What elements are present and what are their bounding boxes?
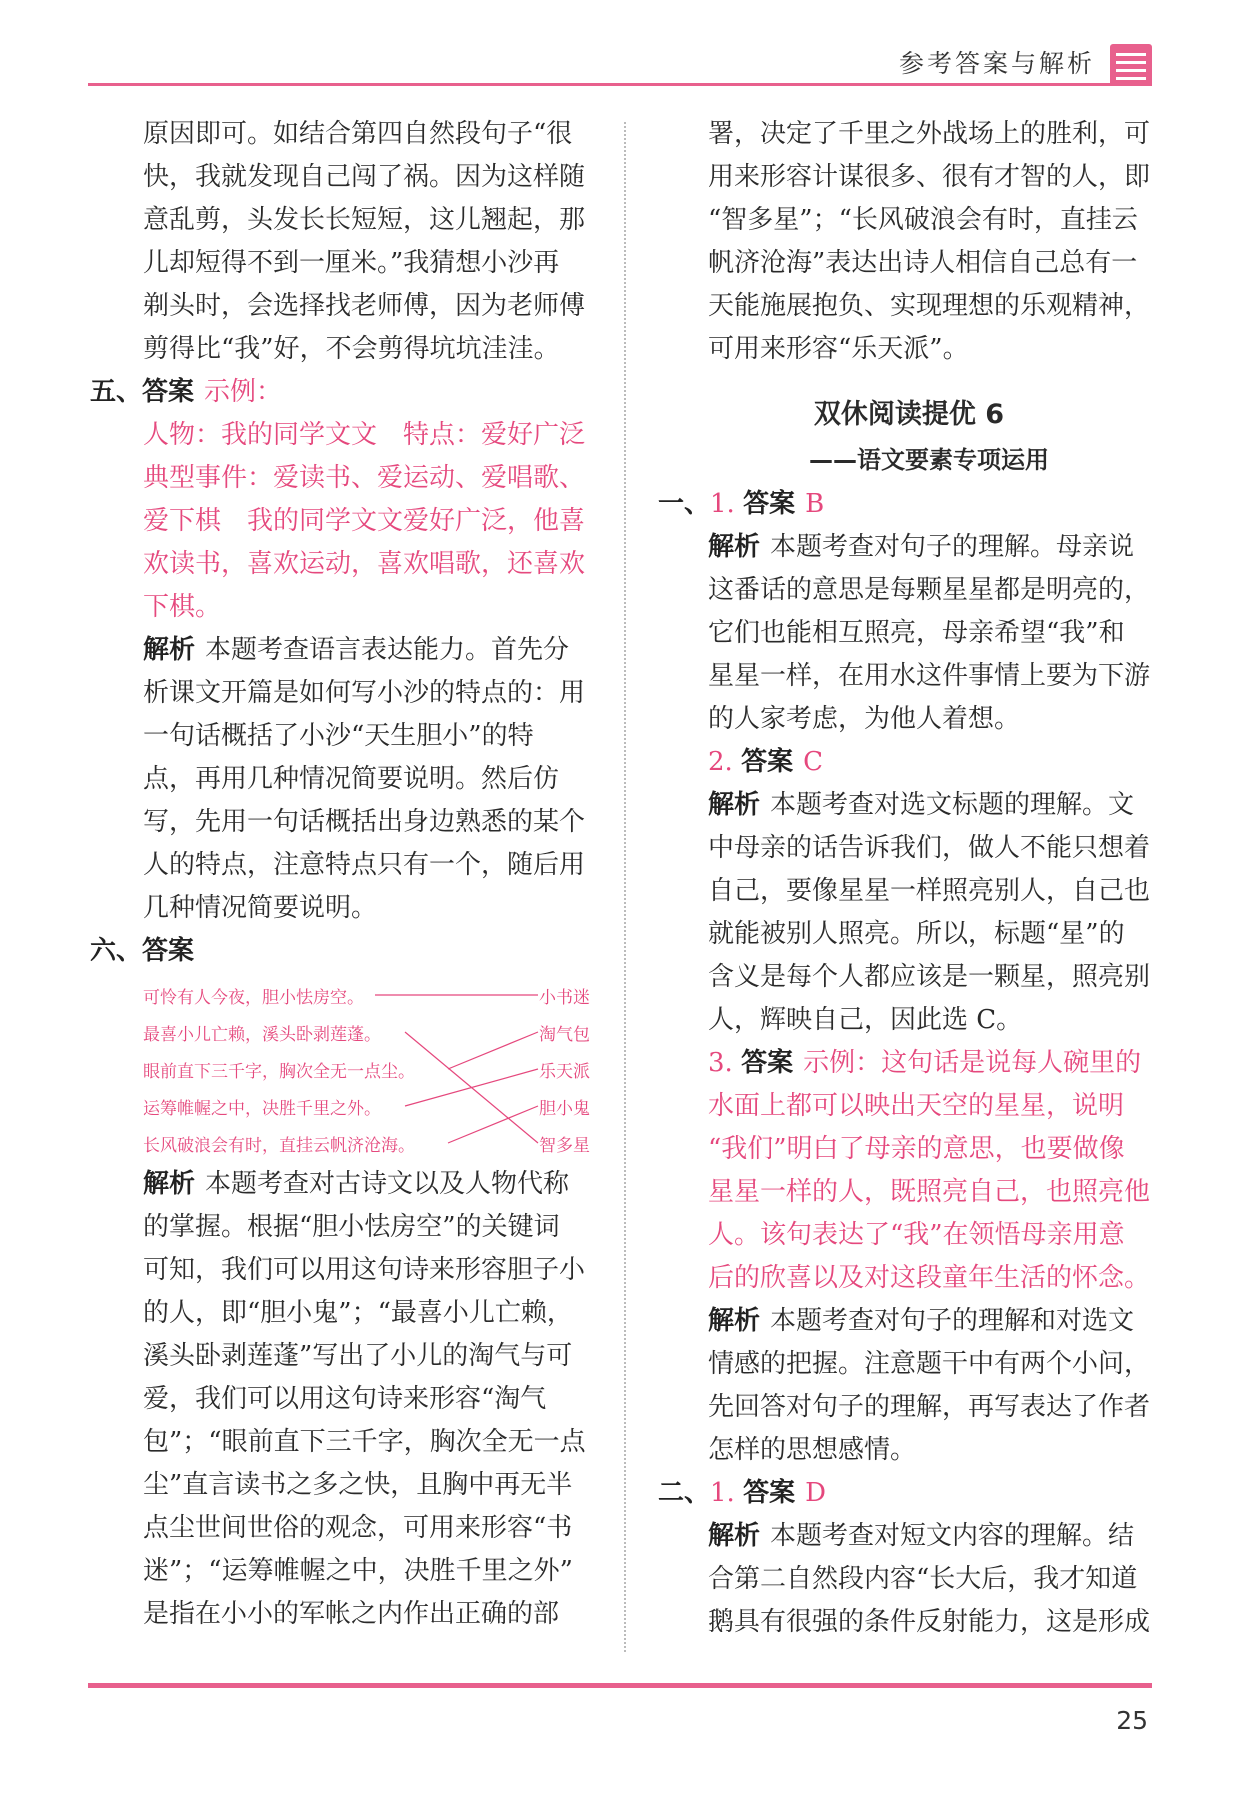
q5-heading [90, 371, 590, 414]
answer-line: 人。该句表达了“我”在领悟母亲用意 [708, 1220, 1125, 1250]
answer-tag: 答案 [142, 377, 195, 407]
answer-tag: 答案 [743, 1478, 796, 1508]
analysis-tag: 解析 [708, 1306, 761, 1336]
text-line: 鹅具有很强的条件反射能力，这是形成 [708, 1607, 1151, 1637]
column-divider [624, 122, 626, 1652]
left-column [90, 113, 590, 1636]
text-span: 本题考查对古诗文以及人物代称 [205, 1169, 570, 1199]
text-line: 合第二自然段内容“长大后，我才知道 [708, 1564, 1138, 1594]
header-divider [88, 83, 1152, 86]
text-line: 点，再用几种情况简要说明。然后仿 [143, 764, 560, 794]
right-column [658, 113, 1160, 1644]
answer-line: 欢读书，喜欢运动，喜欢唱歌，还喜欢 [143, 549, 586, 579]
s2-q1-analysis [658, 1515, 1160, 1644]
s1-q1-analysis [658, 526, 1160, 741]
text-line: 的人，即“胆小鬼”；“最喜小儿亡赖， [143, 1298, 573, 1328]
text-line: 就能被别人照亮。所以，标题“星”的 [708, 919, 1125, 949]
answer-value: C [803, 747, 823, 777]
text-span: 本题考查对句子的理解。母亲说 [770, 532, 1135, 562]
text-line: 可知，我们可以用这句诗来形容胆子小 [143, 1255, 586, 1285]
text-line: 快，我就发现自己闯了祸。因为这样随 [143, 162, 586, 192]
text-line: 剃头时，会选择找老师傅，因为老师傅 [143, 291, 586, 321]
answer-tag: 答案 [741, 747, 794, 777]
text-line: 这番话的意思是每颗星星都是明亮的， [708, 575, 1151, 605]
answer-line: 星星一样的人，既照亮自己，也照亮他 [708, 1177, 1151, 1207]
q-number: 2. [708, 747, 733, 777]
match-right-item: 小书迷 [539, 988, 590, 1008]
text-line: 情感的把握。注意题干中有两个小问， [708, 1349, 1151, 1379]
text-line: 它们也能相互照亮，母亲希望“我”和 [708, 618, 1125, 648]
text-span: 本题考查对短文内容的理解。结 [770, 1521, 1135, 1551]
answer-line: 水面上都可以映出天空的星星，说明 [708, 1091, 1125, 1121]
match-left-item: 最喜小儿亡赖，溪头卧剥莲蓬。 [143, 1025, 381, 1045]
text-line: 剪得比“我”好，不会剪得坑坑洼洼。 [143, 334, 560, 364]
text-line: 几种情况简要说明。 [143, 893, 378, 923]
q5-number: 五、 [90, 377, 143, 407]
q6-number: 六、 [90, 936, 143, 966]
text-line: 人，辉映自己，因此选 C。 [708, 1005, 1023, 1035]
match-left-item: 运筹帷幄之中，决胜千里之外。 [143, 1099, 381, 1119]
q6-heading [90, 930, 590, 973]
text-line: 一句话概括了小沙“天生胆小”的特 [143, 721, 534, 751]
q-number: 3. [708, 1048, 733, 1078]
match-right-item: 胆小鬼 [539, 1099, 590, 1119]
text-line: 自己，要像星星一样照亮别人，自己也 [708, 876, 1151, 906]
s2-number: 二、 [658, 1478, 711, 1508]
text-line: 星星一样，在用水这件事情上要为下游 [708, 661, 1151, 691]
text-line: 爱，我们可以用这句诗来形容“淘气 [143, 1384, 547, 1414]
answer-tag: 答案 [142, 936, 195, 966]
s1-q2-heading [658, 741, 1160, 784]
text-span: 本题考查对选文标题的理解。文 [770, 790, 1135, 820]
text-line: 用来形容计谋很多、很有才智的人，即 [708, 162, 1151, 192]
match-left-item: 长风破浪会有时，直挂云帆济沧海。 [143, 1136, 415, 1156]
s1-q1-heading [658, 483, 1160, 526]
analysis-tag: 解析 [708, 790, 761, 820]
header-title: 参考答案与解析 [898, 49, 1095, 78]
q6-analysis-continued [658, 113, 1160, 371]
answer-value: B [805, 489, 825, 519]
answer-line: 典型事件：爱读书、爱运动、爱唱歌、 [143, 463, 586, 493]
q-number: 1. [710, 489, 735, 519]
footer-divider [88, 1683, 1152, 1688]
text-line: 先回答对句子的理解，再写表达了作者 [708, 1392, 1151, 1422]
analysis-tag: 解析 [143, 1169, 196, 1199]
match-right-item: 智多星 [539, 1136, 590, 1156]
match-line-3 [448, 1032, 538, 1069]
answer-line: 后的欣喜以及对这段童年生活的怀念。 [708, 1263, 1151, 1293]
q-number: 1. [710, 1478, 735, 1508]
match-right-item: 淘气包 [539, 1025, 590, 1045]
text-line [708, 1515, 1160, 1558]
answer-line: “我们”明白了母亲的意思，也要做像 [708, 1134, 1125, 1164]
match-right-item: 乐天派 [539, 1062, 590, 1082]
text-line [143, 1163, 590, 1206]
text-line: 析课文开篇是如何写小沙的特点的：用 [143, 678, 586, 708]
text-line [708, 784, 1160, 827]
text-line: 的人家考虑，为他人着想。 [708, 704, 1021, 734]
q4-analysis-continued [90, 113, 590, 371]
answer-line: 示例：这句话是说每人碗里的 [803, 1048, 1142, 1078]
q6-analysis [90, 1163, 590, 1636]
answer-line: 下棋。 [143, 592, 222, 622]
analysis-tag: 解析 [143, 635, 196, 665]
text-line: 包”；“眼前直下三千字，胸次全无一点 [143, 1427, 586, 1457]
s1-q3-answer [708, 1085, 1160, 1300]
text-line [708, 1300, 1160, 1343]
page-number: 25 [1116, 1706, 1148, 1735]
s2-q1-heading [658, 1472, 1160, 1515]
analysis-tag: 解析 [708, 1521, 761, 1551]
text-line: 意乱剪，头发长长短短，这儿翘起，那 [143, 205, 586, 235]
text-line: 点尘世间世俗的观念，可用来形容“书 [143, 1513, 573, 1543]
text-line: 天能施展抱负、实现理想的乐观精神， [708, 291, 1151, 321]
match-line-5 [448, 1106, 538, 1143]
book-icon [1110, 44, 1152, 86]
text-line: 中母亲的话告诉我们，做人不能只想着 [708, 833, 1151, 863]
matching-diagram [143, 973, 590, 1163]
text-line: 原因即可。如结合第四自然段句子“很 [143, 119, 573, 149]
text-line: 的掌握。根据“胆小怯房空”的关键词 [143, 1212, 560, 1242]
text-line: 帆济沧海”表达出诗人相信自己总有一 [708, 248, 1138, 278]
text-line: 儿却短得不到一厘米。”我猜想小沙再 [143, 248, 560, 278]
answer-value: D [805, 1478, 826, 1508]
answer-line: 人物：我的同学文文 特点：爱好广泛 [143, 420, 586, 450]
text-line: “智多星”；“长风破浪会有时，直挂云 [708, 205, 1138, 235]
text-line: 迷”；“运筹帷幄之中，决胜千里之外” [143, 1556, 573, 1586]
text-line: 署，决定了千里之外战场上的胜利，可 [708, 119, 1151, 149]
match-left-item: 眼前直下三千字，胸次全无一点尘。 [143, 1062, 415, 1082]
text-line [143, 629, 590, 672]
text-span: 本题考查对句子的理解和对选文 [770, 1306, 1135, 1336]
answer-tag: 答案 [741, 1048, 794, 1078]
section-subtitle: ——语文要素专项运用 [809, 446, 1049, 474]
section-2 [658, 1472, 1160, 1644]
answer-line: 爱下棋 我的同学文文爱好广泛，他喜 [143, 506, 586, 536]
question-5 [90, 371, 590, 930]
s1-q3 [658, 1042, 1160, 1472]
section-1 [658, 483, 1160, 1472]
s1-number: 一、 [658, 489, 711, 519]
example-label: 示例： [204, 377, 283, 407]
match-line-4 [405, 1069, 538, 1106]
text-line: 怎样的思想感情。 [708, 1435, 917, 1465]
q5-answer [90, 414, 590, 629]
question-6 [90, 930, 590, 1636]
q5-analysis [90, 629, 590, 930]
text-line: 是指在小小的军帐之内作出正确的部 [143, 1599, 560, 1629]
analysis-tag: 解析 [708, 532, 761, 562]
answer-tag: 答案 [743, 489, 796, 519]
text-line: 尘”直言读书之多之快，且胸中再无半 [143, 1470, 573, 1500]
text-line [708, 1042, 1160, 1085]
text-line: 人的特点，注意特点只有一个，随后用 [143, 850, 586, 880]
text-line: 可用来形容“乐天派”。 [708, 334, 969, 364]
section-title: 双休阅读提优 6 [813, 399, 1005, 430]
text-line [708, 526, 1160, 569]
s1-q2-analysis [658, 784, 1160, 1042]
text-span: 本题考查语言表达能力。首先分 [205, 635, 570, 665]
text-line: 写，先用一句话概括出身边熟悉的某个 [143, 807, 586, 837]
text-line: 含义是每个人都应该是一颗星，照亮别 [708, 962, 1151, 992]
text-line: 溪头卧剥莲蓬”写出了小儿的淘气与可 [143, 1341, 573, 1371]
match-left-item: 可怜有人今夜，胆小怯房空。 [143, 988, 364, 1008]
